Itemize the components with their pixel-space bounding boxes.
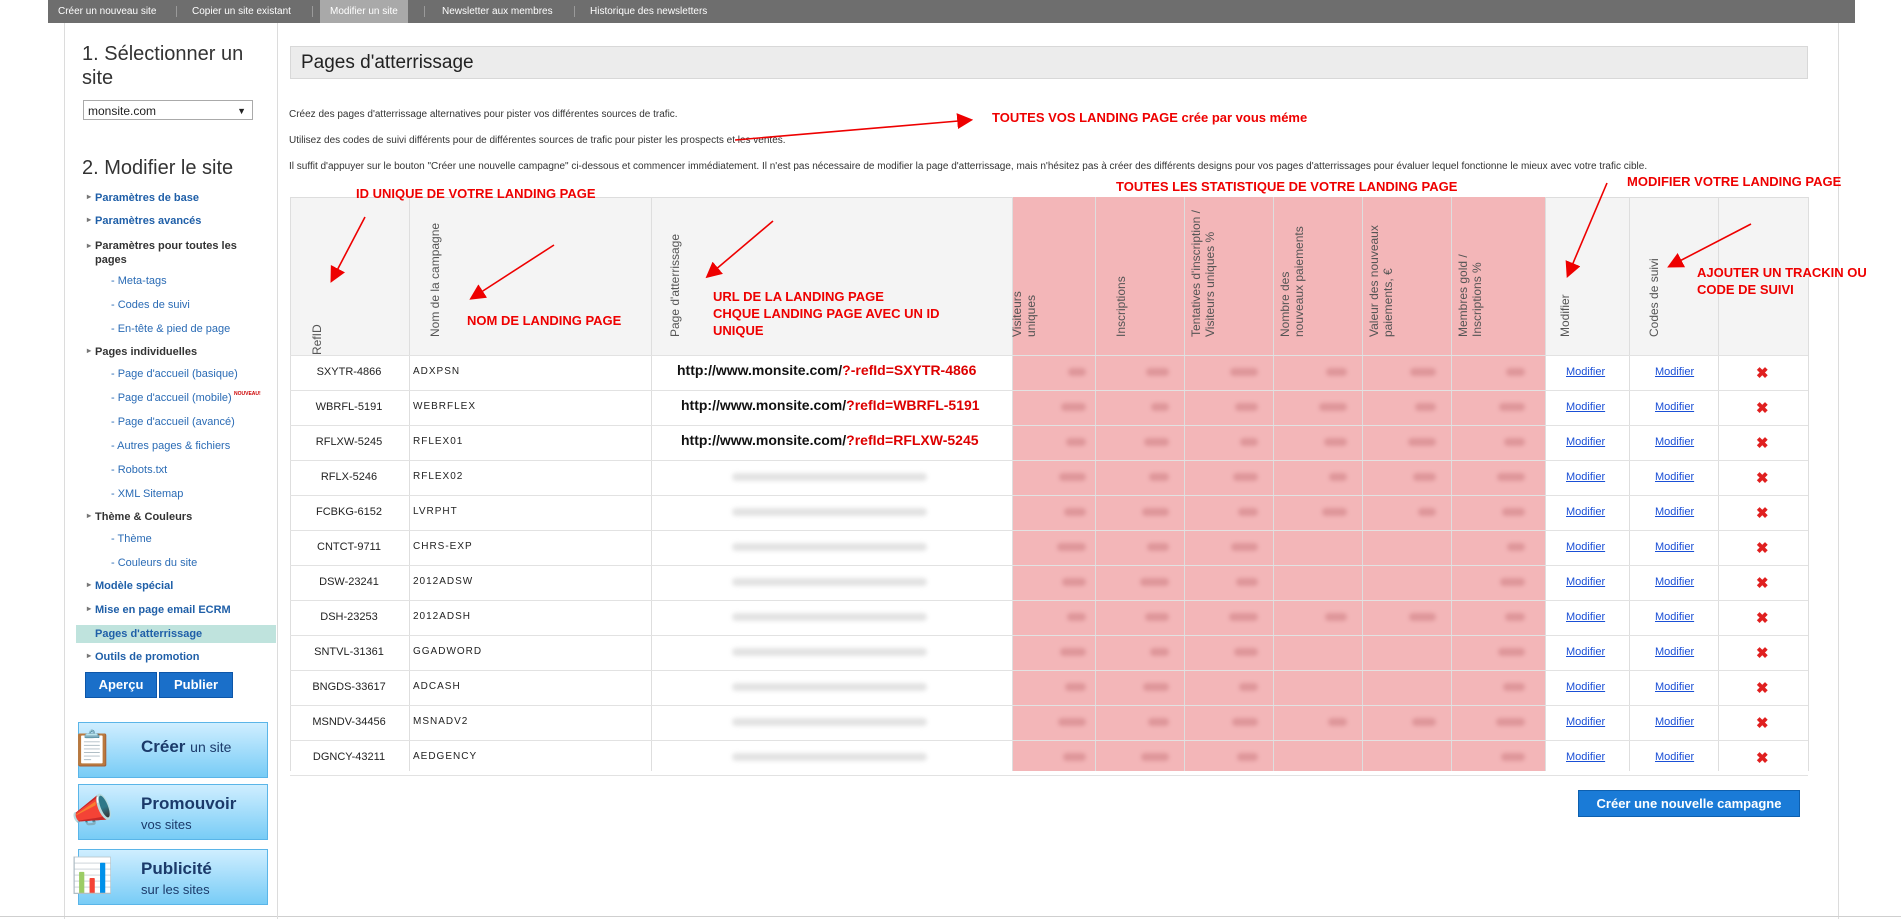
header-modify: Modifier: [1558, 294, 1572, 337]
menu-home-basic[interactable]: - Page d'accueil (basique): [111, 368, 238, 380]
tracking-code-link[interactable]: Modifier: [1655, 576, 1695, 588]
tracking-code-link[interactable]: Modifier: [1655, 646, 1695, 658]
page-title: Pages d'atterrissage: [290, 46, 1808, 79]
promo-create-title: Créer un site: [141, 737, 232, 756]
modify-link[interactable]: Modifier: [1566, 366, 1606, 378]
cell-refid: SNTVL-31361: [314, 646, 384, 658]
delete-icon[interactable]: ✖: [1756, 680, 1769, 697]
tracking-code-link[interactable]: Modifier: [1655, 751, 1695, 763]
menu-basic-settings[interactable]: ▸ Paramètres de base: [87, 192, 199, 204]
modify-link[interactable]: Modifier: [1566, 611, 1606, 623]
header-campaign-name: Nom de la campagne: [428, 222, 442, 337]
bullet-icon: ▸: [87, 651, 92, 660]
cell-campaign-name: ADCASH: [413, 681, 461, 692]
promo-ads-sub: sur les sites: [141, 882, 210, 897]
chart-icon: 📊: [71, 857, 114, 895]
cell-refid: DGNCY-43211: [312, 751, 386, 763]
annotation-all-pages: TOUTES VOS LANDING PAGE crée par vous méme: [992, 110, 1308, 125]
menu-theme[interactable]: - Thème: [111, 533, 152, 545]
delete-icon[interactable]: ✖: [1756, 505, 1769, 522]
delete-icon[interactable]: ✖: [1756, 540, 1769, 557]
header-tracking-codes: Codes de suivi: [1647, 258, 1661, 337]
step1-title: 1. Sélectionner un site: [82, 43, 244, 89]
delete-icon[interactable]: ✖: [1756, 435, 1769, 452]
header-signups: Inscriptions: [1114, 276, 1128, 337]
cell-campaign-name: WEBRFLEX: [413, 401, 477, 412]
header-refid: RefID: [310, 324, 324, 355]
cell-campaign-name: CHRS-EXP: [413, 541, 473, 552]
modify-link[interactable]: Modifier: [1566, 506, 1606, 518]
bullet-icon: ▸: [87, 604, 92, 613]
cell-refid: DSW-23241: [319, 576, 379, 588]
url-base: http://www.monsite.com/: [677, 362, 843, 378]
url-param: ?-refId=SXYTR-4866: [842, 362, 977, 378]
header-new-payments: Nombre des nouveaux paiements: [1278, 226, 1306, 337]
modify-link[interactable]: Modifier: [1566, 401, 1606, 413]
menu-site-colors[interactable]: - Couleurs du site: [111, 557, 198, 569]
step2-title: 2. Modifier le site: [82, 157, 234, 179]
menu-home-advanced[interactable]: - Page d'accueil (avancé): [111, 416, 235, 428]
header-payment-value: Valeur des nouveaux paiements, €: [1367, 225, 1395, 337]
url-param: ?refId=WBRFL-5191: [846, 397, 980, 413]
bullet-icon: ▸: [87, 215, 92, 224]
delete-icon[interactable]: ✖: [1756, 645, 1769, 662]
chevron-down-icon: ▼: [237, 106, 246, 116]
tracking-code-link[interactable]: Modifier: [1655, 436, 1695, 448]
url-base: http://www.monsite.com/: [681, 432, 847, 448]
modify-link[interactable]: Modifier: [1566, 646, 1606, 658]
bullet-icon: ▸: [87, 241, 92, 250]
cell-campaign-name: RFLEX01: [413, 436, 464, 447]
cell-campaign-name: MSNADV2: [413, 716, 469, 727]
description-2: Utilisez des codes de suivi différents pour de différentes sources de trafic pour pister les prospects et les ventes.: [289, 135, 786, 146]
cell-refid: FCBKG-6152: [315, 506, 383, 518]
menu-header-footer[interactable]: - En-tête & pied de page: [111, 323, 231, 335]
menu-other-pages[interactable]: - Autres pages & fichiers: [111, 440, 231, 452]
bullet-icon: ▸: [87, 580, 92, 589]
cell-campaign-name: ADXPSN: [413, 366, 461, 377]
tracking-code-link[interactable]: Modifier: [1655, 541, 1695, 553]
tab-newsletter[interactable]: Newsletter aux membres: [442, 6, 553, 17]
header-landing-page: Page d'atterrissage: [668, 233, 682, 337]
tab-newsletter-history[interactable]: Historique des newsletters: [590, 6, 708, 17]
delete-icon[interactable]: ✖: [1756, 400, 1769, 417]
tracking-code-link[interactable]: Modifier: [1655, 716, 1695, 728]
tab-create-site[interactable]: Créer un nouveau site: [58, 6, 157, 17]
arrow-refid: [332, 217, 365, 280]
annotation-stats: TOUTES LES STATISTIQUE DE VOTRE LANDING PAGE: [1116, 179, 1458, 194]
modify-link[interactable]: Modifier: [1566, 681, 1606, 693]
menu-theme-colors[interactable]: ▸ Thème & Couleurs: [87, 511, 193, 523]
annotation-name: NOM DE LANDING PAGE: [467, 313, 622, 328]
annotation-modify: MODIFIER VOTRE LANDING PAGE: [1627, 174, 1842, 189]
modify-link[interactable]: Modifier: [1566, 716, 1606, 728]
menu-individual-pages[interactable]: ▸ Pages individuelles: [87, 346, 198, 358]
arrow-tracking: [1670, 224, 1751, 266]
modify-link[interactable]: Modifier: [1566, 576, 1606, 588]
cell-refid: DSH-23253: [320, 611, 378, 623]
menu-home-mobile[interactable]: - Page d'accueil (mobile): [111, 392, 232, 404]
cell-campaign-name: LVRPHT: [413, 506, 458, 517]
tab-copy-site[interactable]: Copier un site existant: [192, 6, 291, 17]
description-1: Créez des pages d'atterrissage alternatives pour pister vos différentes sources de trafic.: [289, 109, 678, 120]
cell-refid: MSNDV-34456: [312, 716, 386, 728]
publish-button[interactable]: Publier: [159, 672, 233, 698]
menu-tracking-codes[interactable]: - Codes de suivi: [111, 299, 190, 311]
delete-icon[interactable]: ✖: [1756, 750, 1769, 767]
new-badge: NOUVEAU!: [234, 391, 261, 397]
modify-link[interactable]: Modifier: [1566, 436, 1606, 448]
delete-icon[interactable]: ✖: [1756, 470, 1769, 487]
tracking-code-link[interactable]: Modifier: [1655, 401, 1695, 413]
cell-refid: BNGDS-33617: [312, 681, 386, 693]
tab-modify-site[interactable]: Modifier un site: [320, 0, 408, 23]
megaphone-icon: 📣: [71, 792, 114, 830]
header-unique-visitors: Visiteurs uniques: [1010, 291, 1038, 337]
delete-icon[interactable]: ✖: [1756, 715, 1769, 732]
menu-email-layout[interactable]: ▸ Mise en page email ECRM: [87, 604, 231, 616]
promo-promote-title: Promouvoir: [141, 794, 237, 813]
bullet-icon: ▸: [87, 511, 92, 520]
tracking-code-link[interactable]: Modifier: [1655, 681, 1695, 693]
cell-refid: CNTCT-9711: [317, 541, 381, 553]
cell-campaign-name: RFLEX02: [413, 471, 464, 482]
promo-ads-title: Publicité: [141, 859, 212, 878]
tracking-code-link[interactable]: Modifier: [1655, 506, 1695, 518]
new-campaign-button[interactable]: Créer une nouvelle campagne: [1578, 790, 1800, 817]
url-param: ?refId=RFLXW-5245: [846, 432, 979, 448]
cell-campaign-name: 2012ADSH: [413, 611, 472, 622]
cell-campaign-name: AEDGENCY: [413, 751, 478, 762]
menu-robots[interactable]: - Robots.txt: [111, 464, 168, 476]
arrow-url: [708, 221, 773, 276]
annotation-track-1: AJOUTER UN TRACKIN OU: [1697, 265, 1867, 280]
menu-promotion-tools[interactable]: ▸ Outils de promotion: [87, 651, 200, 663]
delete-icon[interactable]: ✖: [1756, 610, 1769, 627]
menu-landing-pages[interactable]: Pages d'atterrissage: [76, 625, 276, 643]
tracking-code-link[interactable]: Modifier: [1655, 611, 1695, 623]
preview-button[interactable]: Aperçu: [85, 672, 157, 698]
header-signup-rate: Tentatives d'inscription / Visiteurs uniques %: [1189, 209, 1217, 337]
menu-meta-tags[interactable]: - Meta-tags: [111, 275, 167, 287]
site-select-value: monsite.com: [88, 104, 157, 118]
description-3: Il suffit d'appuyer sur le bouton "Créer une nouvelle campagne" ci-dessous et commencer immédiatement. Il n'est pas nécessaire de modifier la page d'atterrissage, mais n'hésitez pas à créer des différents designs pour vos pages d'atterrissages pour évaluer lequel fonctionne le mieux avec votre trafic cible.: [289, 161, 1648, 172]
tracking-code-link[interactable]: Modifier: [1655, 471, 1695, 483]
bullet-icon: ▸: [87, 192, 92, 201]
promo-promote-sub: vos sites: [141, 817, 192, 832]
delete-icon[interactable]: ✖: [1756, 575, 1769, 592]
menu-special-template[interactable]: ▸ Modèle spécial: [87, 580, 174, 592]
cell-campaign-name: GGADWORD: [413, 646, 483, 657]
url-base: http://www.monsite.com/: [681, 397, 847, 413]
delete-icon[interactable]: ✖: [1756, 365, 1769, 382]
cell-campaign-name: 2012ADSW: [413, 576, 474, 587]
annotation-unique-id: ID UNIQUE DE VOTRE LANDING PAGE: [356, 186, 596, 201]
cell-refid: RFLXW-5245: [315, 436, 383, 448]
arrow-all-pages: [735, 120, 970, 140]
cell-refid: SXYTR-4866: [316, 366, 382, 378]
annotation-track-2: CODE DE SUIVI: [1697, 282, 1794, 297]
tracking-code-link[interactable]: Modifier: [1655, 366, 1695, 378]
annotation-url-3: UNIQUE: [713, 323, 764, 338]
annotation-url-1: URL DE LA LANDING PAGE: [713, 289, 884, 304]
arrow-name: [472, 245, 554, 298]
header-gold-members: Membres gold / Inscriptions %: [1456, 254, 1484, 337]
cell-refid: WBRFL-5191: [315, 401, 383, 413]
annotation-url-2: CHQUE LANDING PAGE AVEC UN ID: [713, 306, 940, 321]
arrow-modify: [1568, 183, 1607, 275]
document-icon: 📋: [71, 730, 114, 768]
modify-link[interactable]: Modifier: [1566, 541, 1606, 553]
modify-link[interactable]: Modifier: [1566, 471, 1606, 483]
menu-advanced-settings[interactable]: ▸ Paramètres avancés: [87, 215, 202, 227]
cell-refid: RFLX-5246: [320, 471, 378, 483]
bullet-icon: ▸: [87, 346, 92, 355]
menu-all-pages-settings[interactable]: ▸ Paramètres pour toutes les pages: [87, 240, 237, 266]
menu-sitemap[interactable]: - XML Sitemap: [111, 488, 184, 500]
modify-link[interactable]: Modifier: [1566, 751, 1606, 763]
